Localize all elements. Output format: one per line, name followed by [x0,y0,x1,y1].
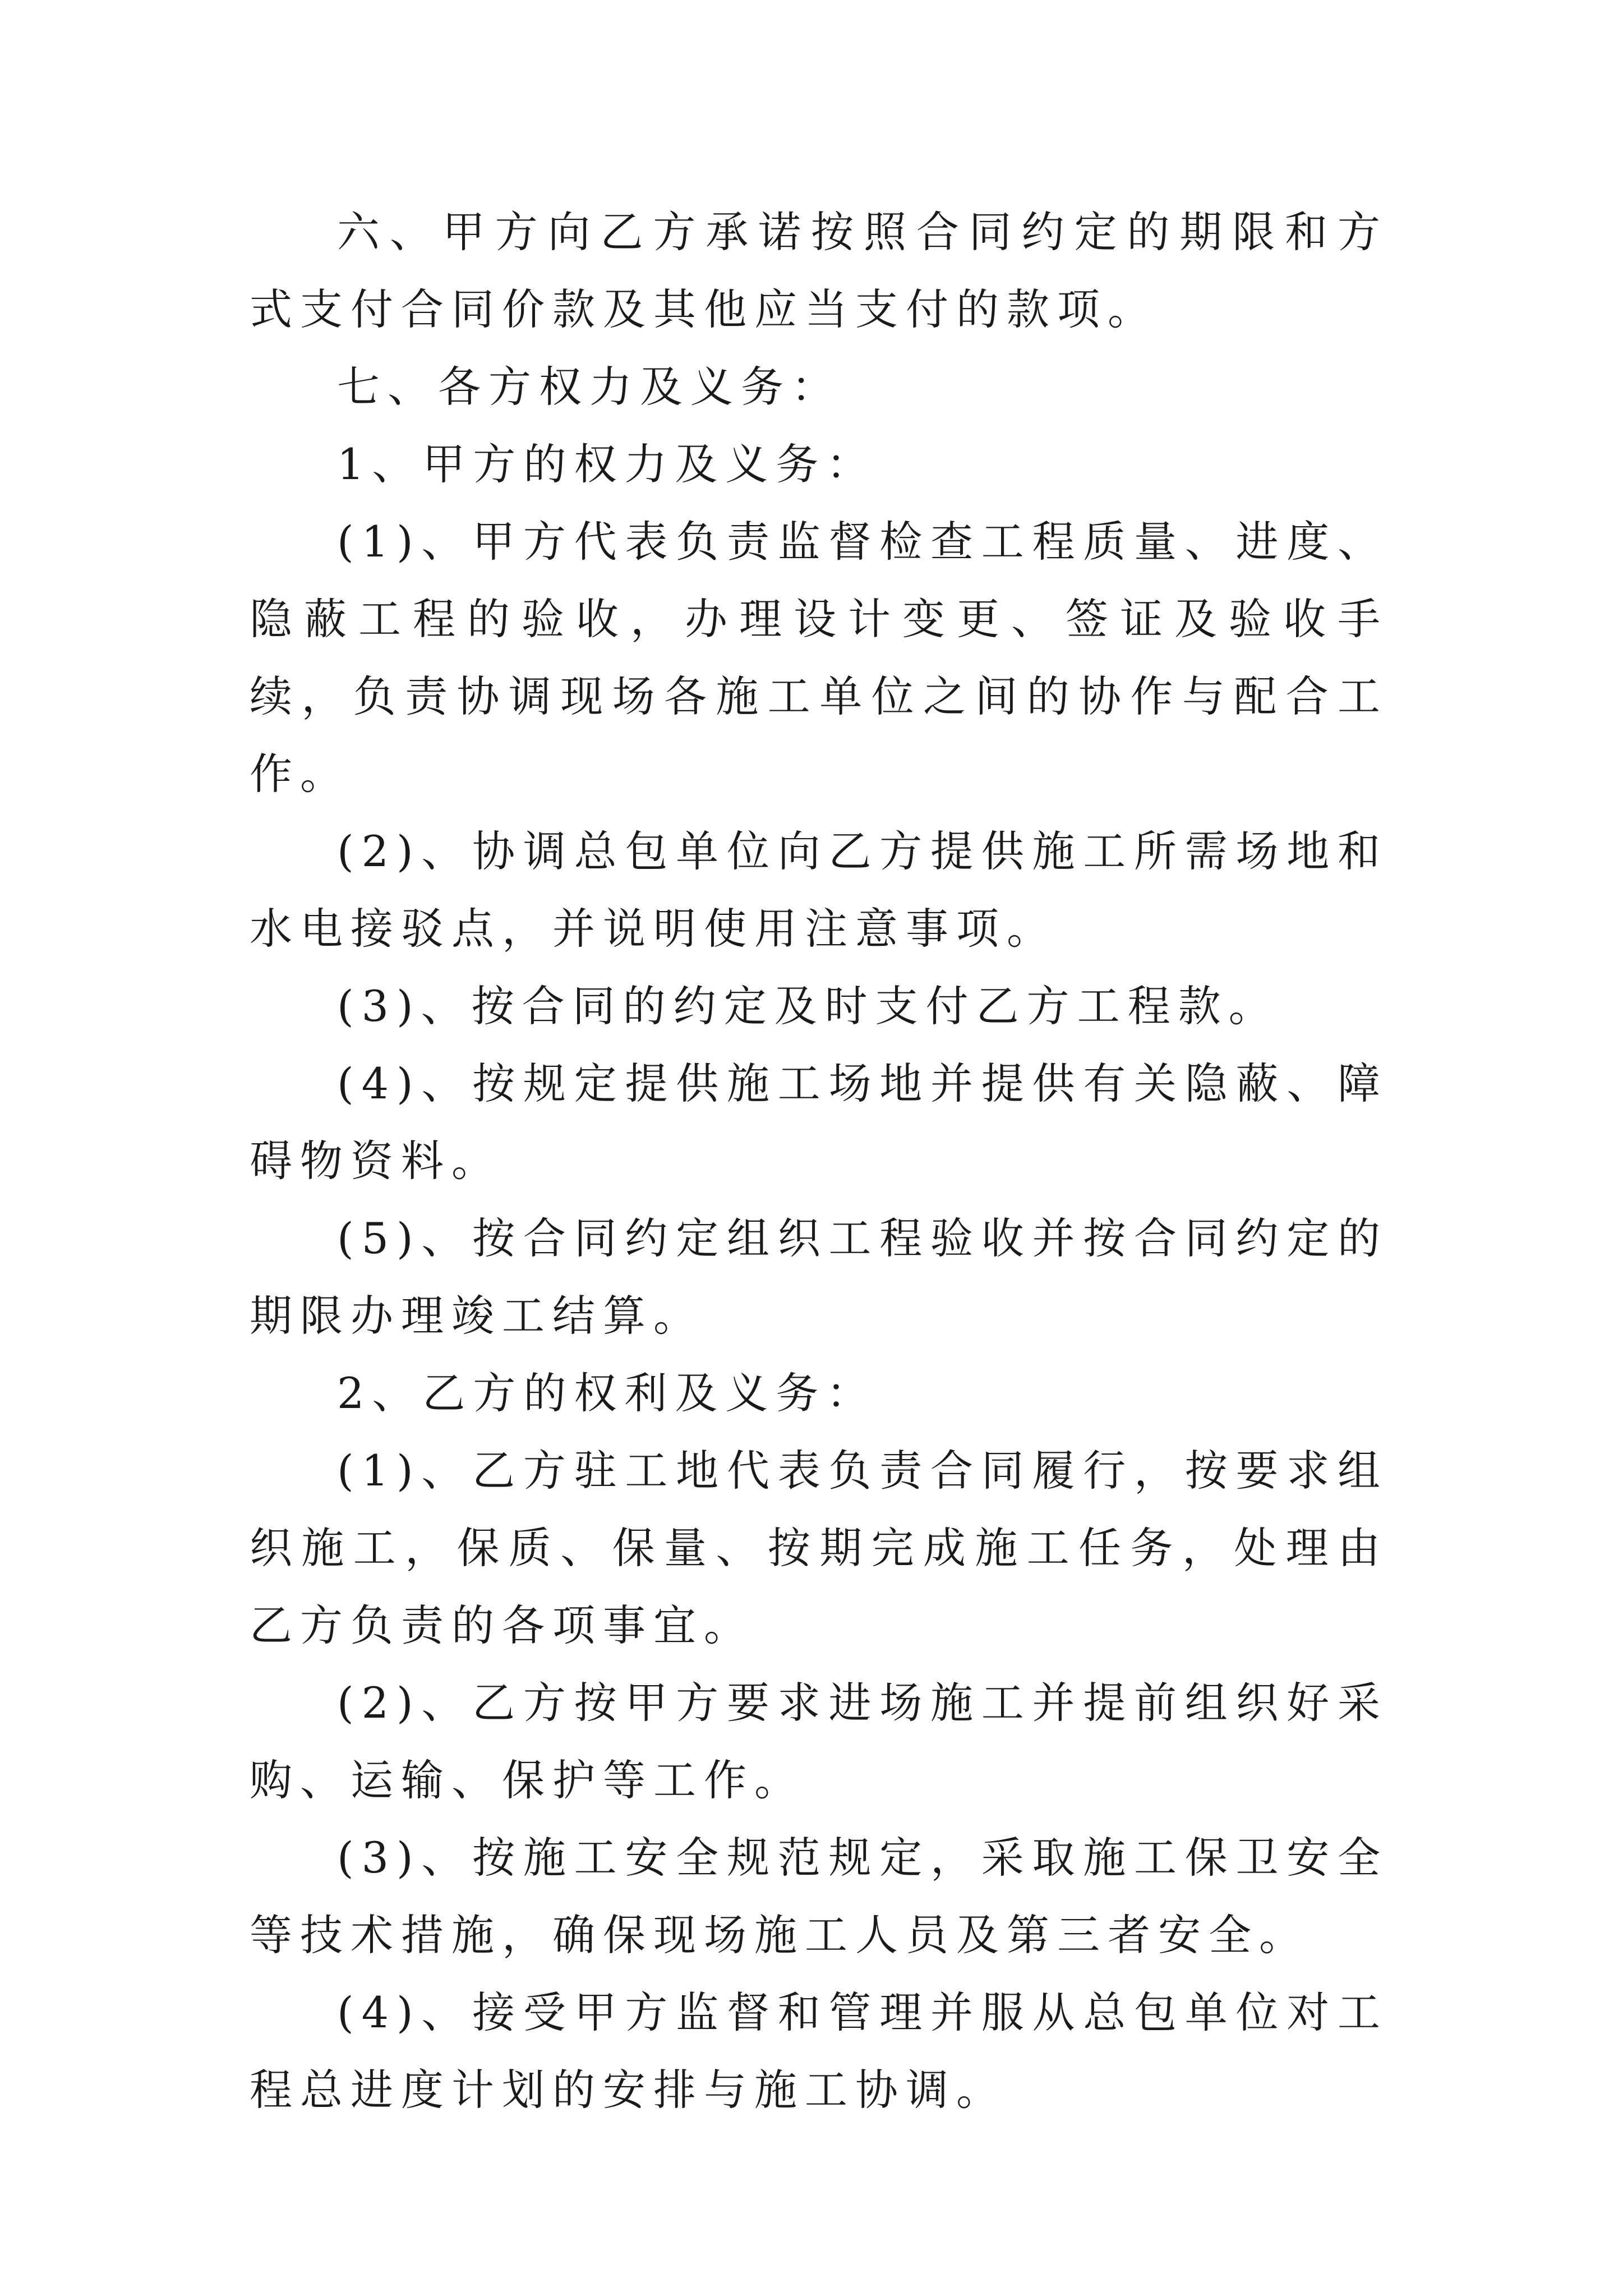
paragraph-payment-commitment: 六、甲方向乙方承诺按照合同约定的期限和方式支付合同价款及其他应当支付的款项。 [250,207,1388,334]
heading-rights-obligations: 七、各方权力及义务： [337,362,842,412]
heading-party-b: 2、乙方的权利及义务： [337,1368,877,1418]
paragraph-party-b-item-3: (3)、按施工安全规范规定，采取施工保卫安全等技术措施，确保现场施工人员及第三者安全。 [250,1833,1388,1960]
paragraph-party-b-item-2: (2)、乙方按甲方要求进场施工并提前组织好采购、运输、保护等工作。 [250,1678,1388,1805]
paragraph-party-a-item-5: (5)、按合同约定组织工程验收并按合同约定的期限办理竣工结算。 [250,1213,1388,1341]
heading-party-a: 1、甲方的权力及义务： [337,439,877,489]
paragraph-party-a-item-1: (1)、甲方代表负责监督检查工程质量、进度、隐蔽工程的验收，办理设计变更、签证及验收手续，负责协调现场各施工单位之间的协作与配合工作。 [250,517,1388,799]
paragraph-party-b-item-4: (4)、接受甲方监督和管理并服从总包单位对工程总进度计划的安排与施工协调。 [250,1987,1388,2115]
paragraph-party-a-item-3: (3)、按合同的约定及时支付乙方工程款。 [337,981,1279,1031]
paragraph-party-a-item-2: (2)、协调总包单位向乙方提供施工所需场地和水电接驳点，并说明使用注意事项。 [250,826,1388,954]
paragraph-party-a-item-4: (4)、按规定提供施工场地并提供有关隐蔽、障碍物资料。 [250,1059,1388,1186]
paragraph-party-b-item-1: (1)、乙方驻工地代表负责合同履行，按要求组织施工，保质、保量、按期完成施工任务，处理由乙方负责的各项事宜。 [250,1446,1388,1650]
document-body [250,194,1388,2129]
